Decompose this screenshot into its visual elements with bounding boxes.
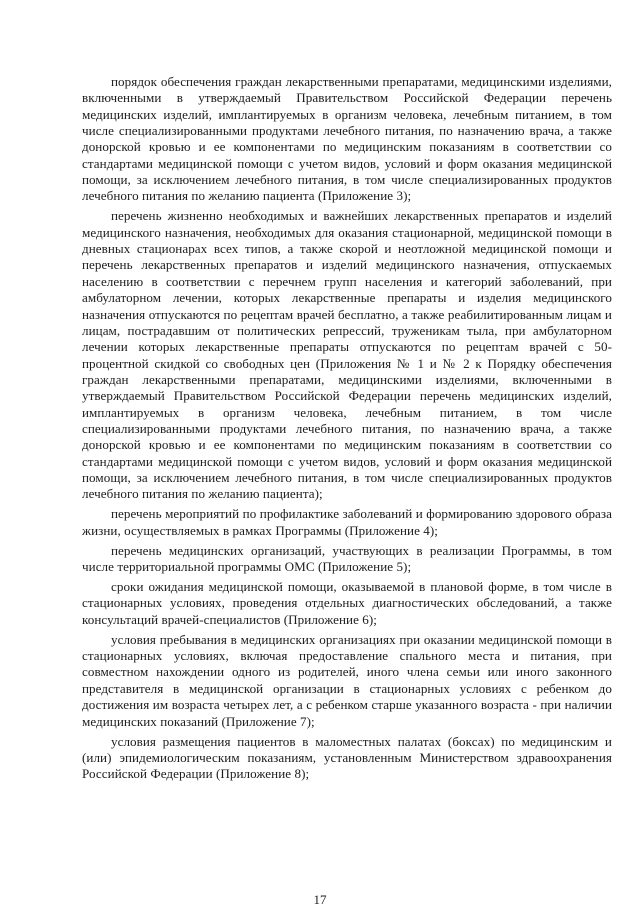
paragraph-essential-drugs-list: перечень жизненно необходимых и важнейших лекарственных препаратов и изделий медицинского назначения, необходимых для оказания стационарной, медицинской помощи в дневных стационарах всех типов, а также скорой и неотложной медицинской помощи и перечень лекарственных препаратов и изделий медицинского назначения, отпускаемых населению в соответствии с перечнем групп населения и категорий заболеваний, при амбулаторном лечении, которых лекарственные препараты и изделия медицинского назначения отпускаются по рецептам врачей бесплатно, а также реабилитированным лицам и лицам, пострадавшим от политических репрессий, труженикам тыла, при амбулаторном лечении которых лекарственные препараты отпускаются по рецептам врачей с 50-процентной скидкой со свободных цен (Приложения № 1 и № 2 к Порядку обеспечения граждан лекарственными препаратами, медицинскими изделиями, включенными в утверждаемый Правительством Российской Федерации перечень медицинских изделий, имплантируемых в организм человека, лечебным питанием, в том числе специализированными продуктами лечебного питания, по назначению врача, а также донорской кровью и ее компонентами по медицинским показаниям в соответствии со стандартами медицинской помощи с учетом видов, условий и форм оказания медицинской помощи, за исключением лечебного питания, в том числе специализированных продуктов лечебного питания по желанию пациента); bbox=[82, 208, 612, 502]
paragraph-small-ward-placement: условия размещения пациентов в маломестных палатах (боксах) по медицинским и (или) эпидемиологическим показаниям, установленным Министерством здравоохранения Российской Федерации (Приложение 8); bbox=[82, 733, 612, 782]
paragraph-medical-organizations: перечень медицинских организаций, участвующих в реализации Программы, в том числе территориальной программы ОМС (Приложение 5); bbox=[82, 542, 612, 575]
paragraph-medicine-supply-procedure: порядок обеспечения граждан лекарственными препаратами, медицинскими изделиями, включенными в утверждаемый Правительством Российской Федерации перечень медицинских изделий, имплантируемых в организм человека, лечебным питанием, в том числе специализированными продуктами лечебного питания, по назначению врача, а также донорской кровью и ее компонентами по медицинским показаниям в соответствии со стандартами медицинской помощи с учетом видов, условий и форм оказания медицинской помощи, за исключением лечебного питания, в том числе специализированных продуктов лечебного питания по желанию пациента (Приложение 3); bbox=[82, 74, 612, 204]
page-number: 17 bbox=[313, 892, 327, 907]
paragraph-prevention-measures: перечень мероприятий по профилактике заболеваний и формированию здорового образа жизни, осуществляемых в рамках Программы (Приложение 4); bbox=[82, 506, 612, 538]
paragraph-stay-conditions: условия пребывания в медицинских организациях при оказании медицинской помощи в стационарных условиях, включая предоставление спального места и питания, при совместном нахождении одного из родителей, иного члена семьи или иного законного представителя в медицинской организации в стационарных условиях с ребенком до достижения им возраста четырех лет, а с ребенком старше указанного возраста - при наличии медицинских показаний (Приложение 7); bbox=[82, 631, 612, 729]
document-body bbox=[82, 74, 612, 783]
paragraph-waiting-times: сроки ожидания медицинской помощи, оказываемой в плановой форме, в том числе в стационарных условиях, проведения отдельных диагностических обследований, а также консультаций врачей-специалистов (Приложение 6); bbox=[82, 579, 612, 627]
